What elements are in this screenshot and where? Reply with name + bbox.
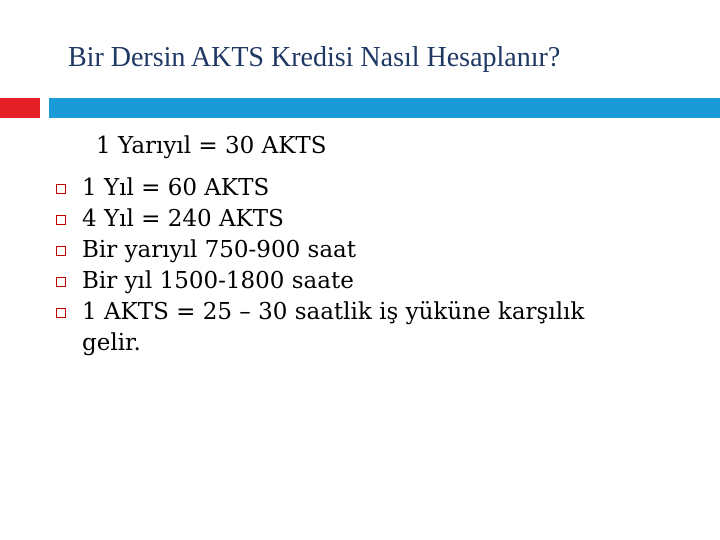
bullet-text: 4 Yıl = 240 AKTS	[82, 206, 284, 232]
bullet-item	[52, 297, 692, 359]
hollow-square-icon	[56, 246, 66, 256]
title-rule	[0, 98, 720, 118]
bullet-text: Bir yarıyıl 750-900 saat	[82, 237, 356, 263]
bullet-list	[52, 173, 692, 359]
intro-line: 1 Yarıyıl = 30 AKTS	[96, 133, 327, 159]
slide-title: Bir Dersin AKTS Kredisi Nasıl Hesaplanır?	[68, 42, 561, 73]
hollow-square-icon	[56, 308, 66, 318]
bullet-item	[52, 266, 692, 297]
bullet-text: Bir yıl 1500-1800 saate	[82, 268, 354, 294]
bullet-text: 1 Yıl = 60 AKTS	[82, 175, 270, 201]
hollow-square-icon	[56, 277, 66, 287]
hollow-square-icon	[56, 215, 66, 225]
bullet-text: 1 AKTS = 25 – 30 saatlik iş yüküne karşılık gelir.	[82, 299, 585, 356]
bullet-item	[52, 204, 692, 235]
bullet-item	[52, 235, 692, 266]
title-rule-main	[49, 98, 720, 118]
title-rule-accent	[0, 98, 40, 118]
hollow-square-icon	[56, 184, 66, 194]
bullet-item	[52, 173, 692, 204]
